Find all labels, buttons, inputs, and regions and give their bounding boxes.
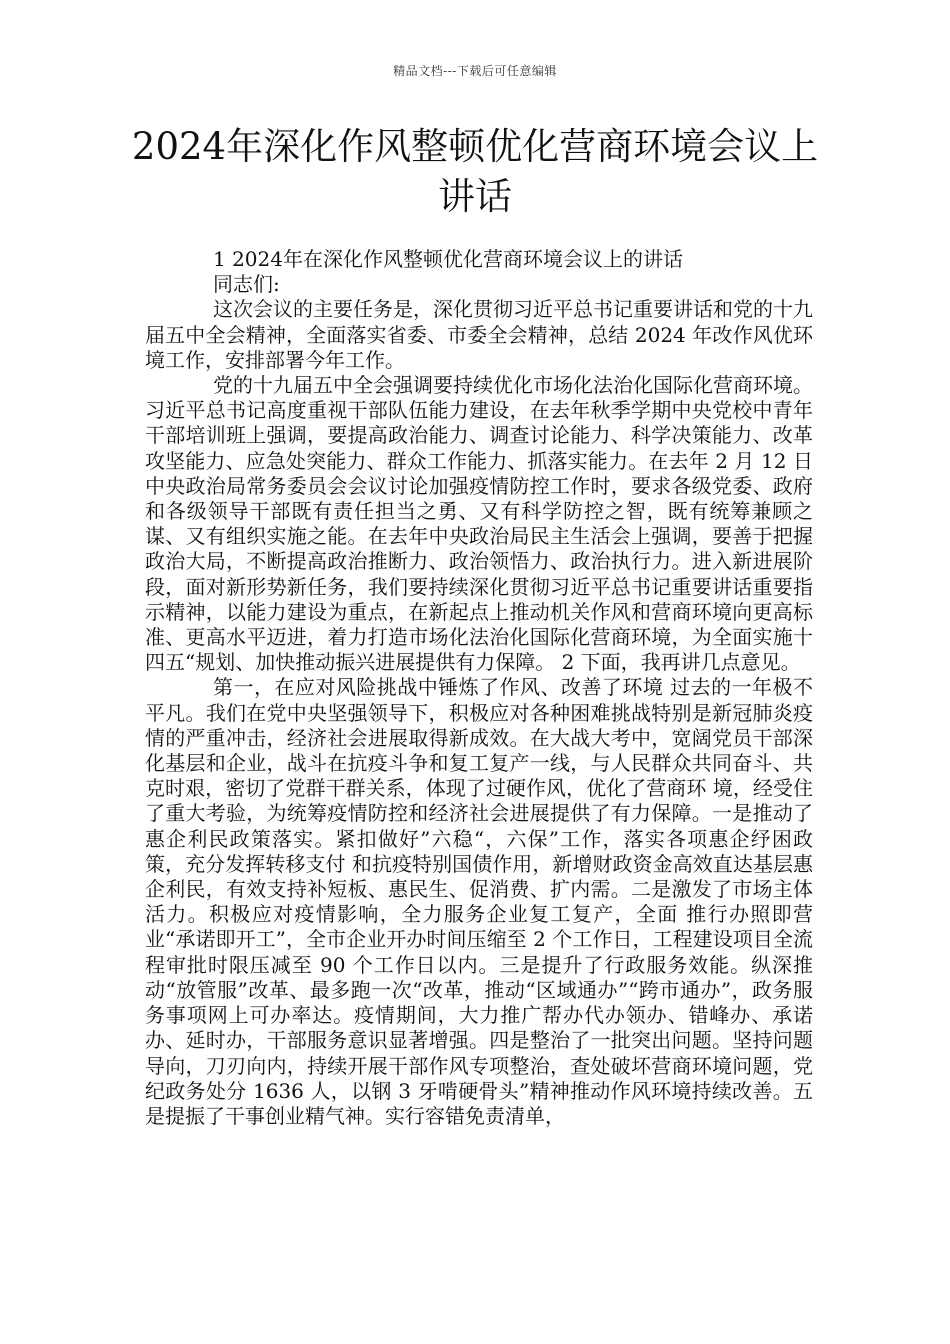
paragraph-3: 第一，在应对风险挑战中锤炼了作风、改善了环境 过去的一年极不平凡。我们在党中央坚强领导下，积极应对各种困难挑战特别是新冠肺炎疫情的严重冲击，经济社会进展取得新成效。在大战大考中，宽阔党员干部深化基层和企业，战斗在抗疫斗争和复工复产一线，与人民群众共同奋斗、共克时艰，密切了党群干群关系，体现了过硬作风，优化了营商环 境，经受住了重大考验，为统筹疫情防控和经济社会进展提供了有力保障。一是推动了惠企利民政策落实。紧扣做好”六稳“，六保”工作，落实各项惠企纾困政策，充分发挥转移支付 和抗疫特别国债作用，新增财政资金高效直达基层惠企利民，有效支持补短板、惠民生、促消费、扩内需。二是激发了市场主体活力。积极应对疫情影响，全力服务企业复工复产，全面 推行办照即营业“承诺即开工”，全市企业开办时间压缩至 2 个工作日，工程建设项目全流程审批时限压减至 90 个工作日以内。三是提升了行政服务效能。纵深推动“放管服”改革、最多跑一次“改革，推动“区域通办”“跨市通办”，政务服务事项网上可办率达。疫情期间，大力推广帮办代办领办、错峰办、承诺办、延时办，干部服务意识显著增强。四是整治了一批突出问题。坚持问题导向，刀刃向内，持续开展干部作风专项整治，查处破坏营商环境问题，党纪政务处分 1636 人，以钢 3 牙啃硬骨头”精神推动作风环境持续改善。五是提振了干事创业精气神。实行容错免责清单， xyxy=(145,675,813,1128)
greeting: 同志们: xyxy=(213,272,280,297)
document-title: 2024年深化作风整顿优化营商环境会议上讲话 xyxy=(131,125,819,218)
paragraph-2: 党的十九届五中全会强调要持续优化市场化法治化国际化营商环境。习近平总书记高度重视干部队伍能力建设，在去年秋季学期中央党校中青年干部培训班上强调，要提高政治能力、调查讨论能力、科学决策能力、改革攻坚能力、应急处突能力、群众工作能力、抓落实能力。在去年 2 月 12 日中央政治局常务委员会会议讨论加强疫情防控工作时，要求各级党委、政府和各级领导干部既有责任担当之勇、又有科学防控之智，既有统筹兼顾之谋、又有组织实施之能。在去年中央政治局民主生活会上强调，要善于把握政治大局，不断提高政治推断力、政治领悟力、政治执行力。进入新进展阶段，面对新形势新任务，我们要持续深化贯彻习近平总书记重要讲话重要指示精神，以能力建设为重点，在新起点上推动机关作风和营商环境向更高标准、更高水平迈进，着力打造市场化法治化国际化营商环境，为全面实施十四五“规划、加快推动振兴进展提供有力保障。 2 下面，我再讲几点意见。 xyxy=(145,373,813,675)
paragraph-1: 这次会议的主要任务是，深化贯彻习近平总书记重要讲话和党的十九届五中全会精神，全面落实省委、市委全会精神，总结 2024 年改作风优环境工作，安排部署今年工作。 xyxy=(145,297,813,372)
document-body xyxy=(145,247,813,1129)
speech-subtitle: 1 2024年在深化作风整顿优化营商环境会议上的讲话 xyxy=(213,247,683,271)
header-note: 精品文档---下载后可任意编辑 xyxy=(393,64,557,78)
